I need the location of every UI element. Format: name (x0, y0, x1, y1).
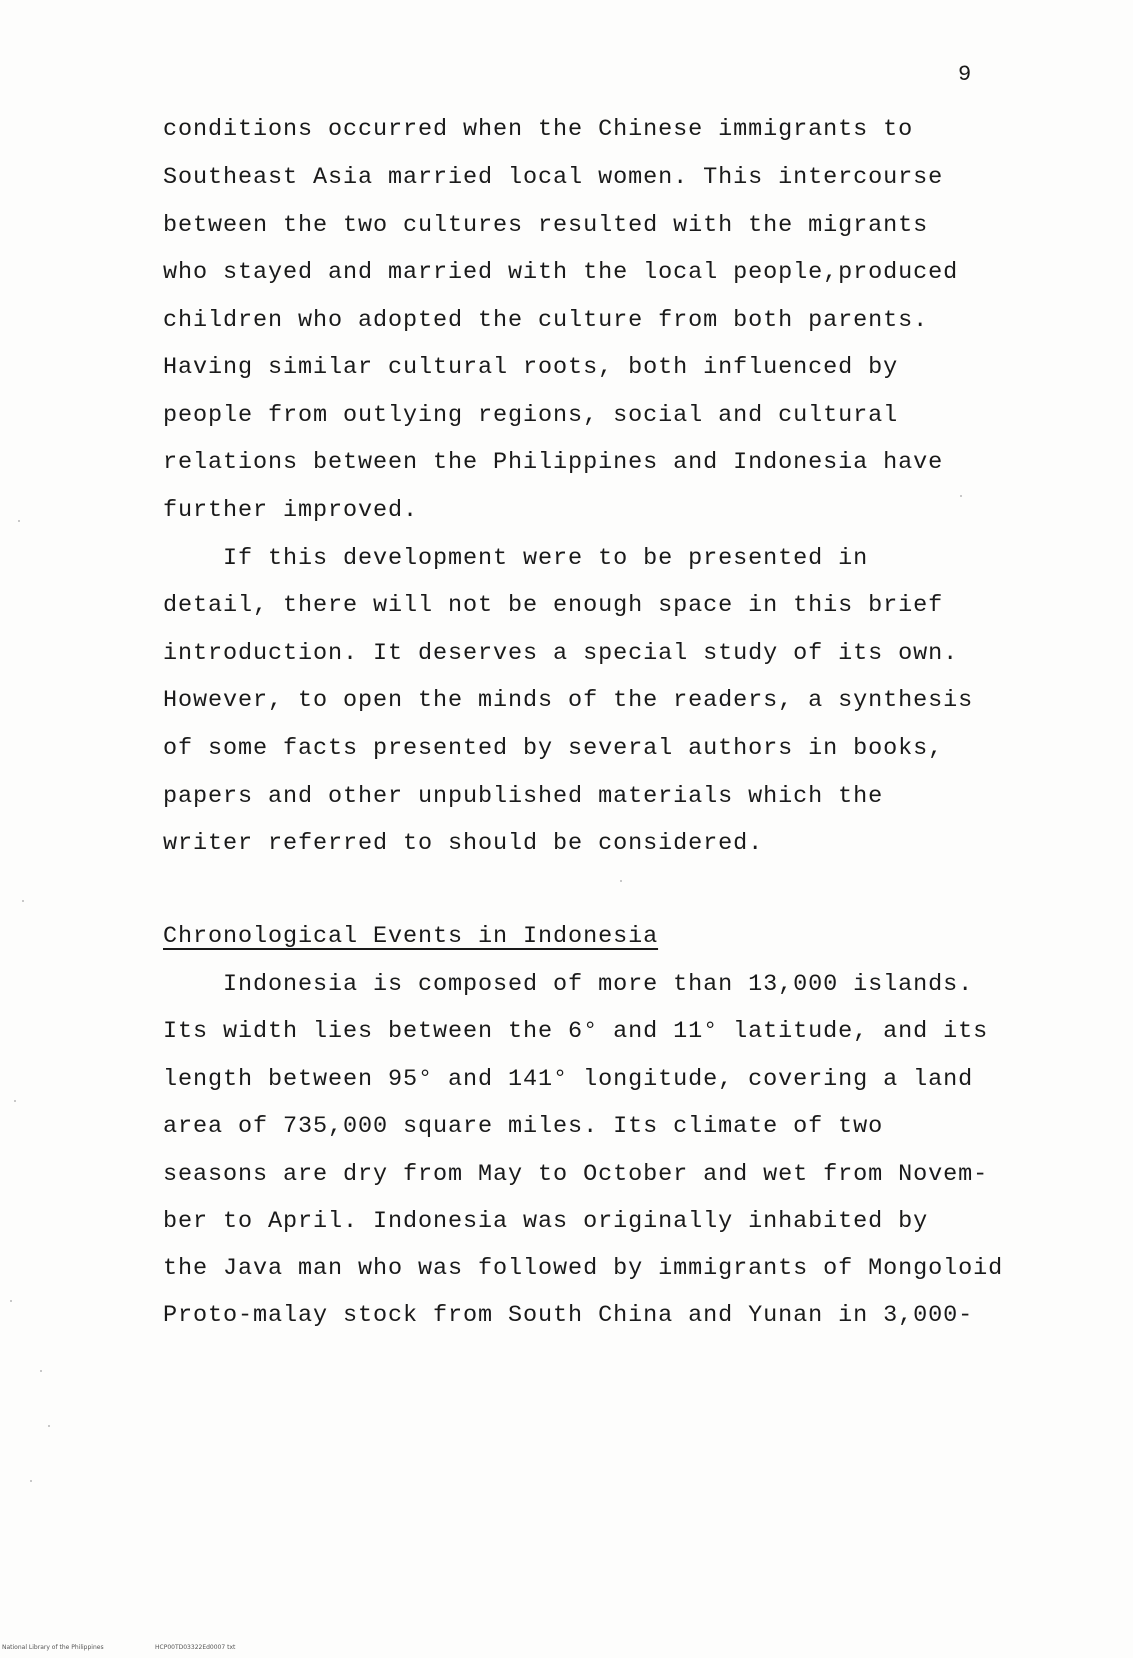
paragraph-3-line: Its width lies between the 6° and 11° latitude, and its (163, 1018, 989, 1045)
paragraph-3-line: ber to April. Indonesia was originally inhabited by (163, 1208, 929, 1235)
paragraph-2-line: writer referred to should be considered. (163, 830, 764, 857)
paragraph-1-line: children who adopted the culture from both parents. (163, 307, 929, 334)
paragraph-2-line: However, to open the minds of the readers, a synthesis (163, 687, 974, 714)
scan-speck (48, 1425, 50, 1427)
scan-speck (10, 1300, 12, 1302)
paragraph-1-line: who stayed and married with the local people,produced (163, 259, 959, 286)
paragraph-1-line: further improved. (163, 497, 419, 524)
paragraph-3-line: area of 735,000 square miles. Its climate of two (163, 1113, 884, 1140)
scan-speck (620, 880, 622, 882)
section-heading: Chronological Events in Indonesia (163, 923, 659, 950)
paragraph-2-line: If this development were to be presented in (163, 545, 869, 572)
paragraph-2-line: detail, there will not be enough space in this brief (163, 592, 944, 619)
paragraph-2-line: of some facts presented by several authors in books, (163, 735, 944, 762)
paragraph-2-line: introduction. It deserves a special study of its own. (163, 640, 959, 667)
scan-speck (14, 1100, 16, 1102)
footer-library: National Library of the Philippines (2, 1644, 104, 1651)
paragraph-1-line: conditions occurred when the Chinese immigrants to (163, 116, 914, 143)
paragraph-1-line: Southeast Asia married local women. This intercourse (163, 164, 944, 191)
paragraph-3-line: length between 95° and 141° longitude, covering a land (163, 1066, 974, 1093)
scan-speck (40, 1370, 42, 1372)
paragraph-1-line: Having similar cultural roots, both influenced by (163, 354, 899, 381)
paragraph-3-line: seasons are dry from May to October and wet from Novem- (163, 1161, 989, 1188)
paragraph-3-line: Proto-malay stock from South China and Yunan in 3,000- (163, 1302, 974, 1329)
scan-speck (960, 495, 962, 497)
footer-code: HCP00TD03322Ed0007 txt (155, 1644, 236, 1651)
scan-speck (22, 900, 24, 902)
page-number: 9 (958, 62, 973, 87)
paragraph-1-line: relations between the Philippines and Indonesia have (163, 449, 944, 476)
paragraph-1-line: people from outlying regions, social and cultural (163, 402, 899, 429)
paragraph-3-line: the Java man who was followed by immigrants of Mongoloid (163, 1255, 1004, 1282)
paragraph-1-line: between the two cultures resulted with the migrants (163, 212, 929, 239)
scan-speck (30, 1480, 32, 1482)
scan-speck (18, 520, 20, 522)
paragraph-3-line: Indonesia is composed of more than 13,000 islands. (163, 971, 974, 998)
paragraph-2-line: papers and other unpublished materials which the (163, 783, 884, 810)
